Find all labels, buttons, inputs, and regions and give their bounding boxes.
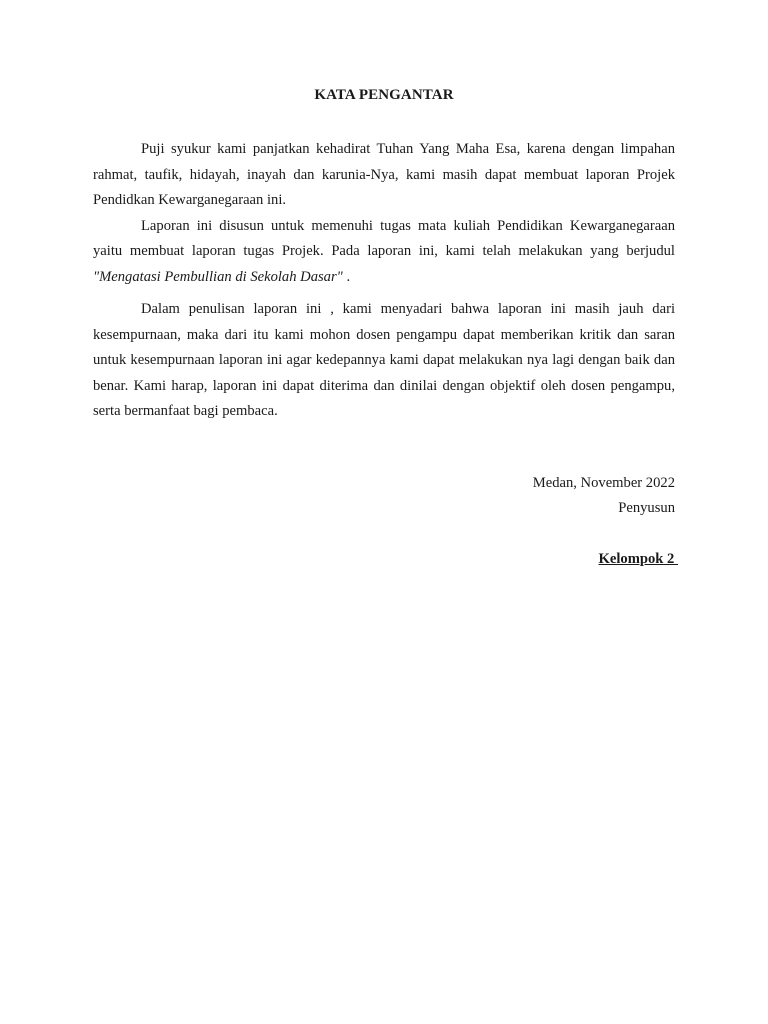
signature-place-date: Medan, November 2022 [532,475,675,491]
paragraph-purpose [93,214,675,291]
paragraph-closing: Dalam penulisan laporan ini , kami menyadari bahwa laporan ini masih jauh dari kesempurnaan, maka dari itu kami mohon dosen pengampu dapat memberikan kritik dan saran untuk kesempurnaan laporan ini agar kedepannya kami dapat melakukan nya lagi dengan baik dan benar. Kami harap, laporan ini dapat diterima dan dinilai dengan objektif oleh dosen pengampu, serta bermanfaat bagi pembaca. [93,301,675,419]
signature-role: Penyusun [618,500,675,516]
signature-group: Kelompok 2 [598,551,678,567]
report-title: "Mengatasi Pembullian di Sekolah Dasar" [93,268,343,285]
document-body [93,137,675,425]
paragraph-gratitude: Puji syukur kami panjatkan kehadirat Tuhan Yang Maha Esa, karena dengan limpahan rahmat, taufik, hidayah, inayah dan karunia-Nya, kami masih dapat membuat laporan Projek Pendidkan Kewarganegaraan ini. [93,141,675,208]
paragraph-purpose-text: Laporan ini disusun untuk memenuhi tugas mata kuliah Pendidikan Kewarganegaraan yaitu membuat laporan tugas Projek. Pada laporan ini, kami telah melakukan yang berjudul [93,217,675,259]
document-page [93,0,678,1024]
page-title: KATA PENGANTAR [314,87,454,103]
paragraph-purpose-end: . [342,268,351,285]
